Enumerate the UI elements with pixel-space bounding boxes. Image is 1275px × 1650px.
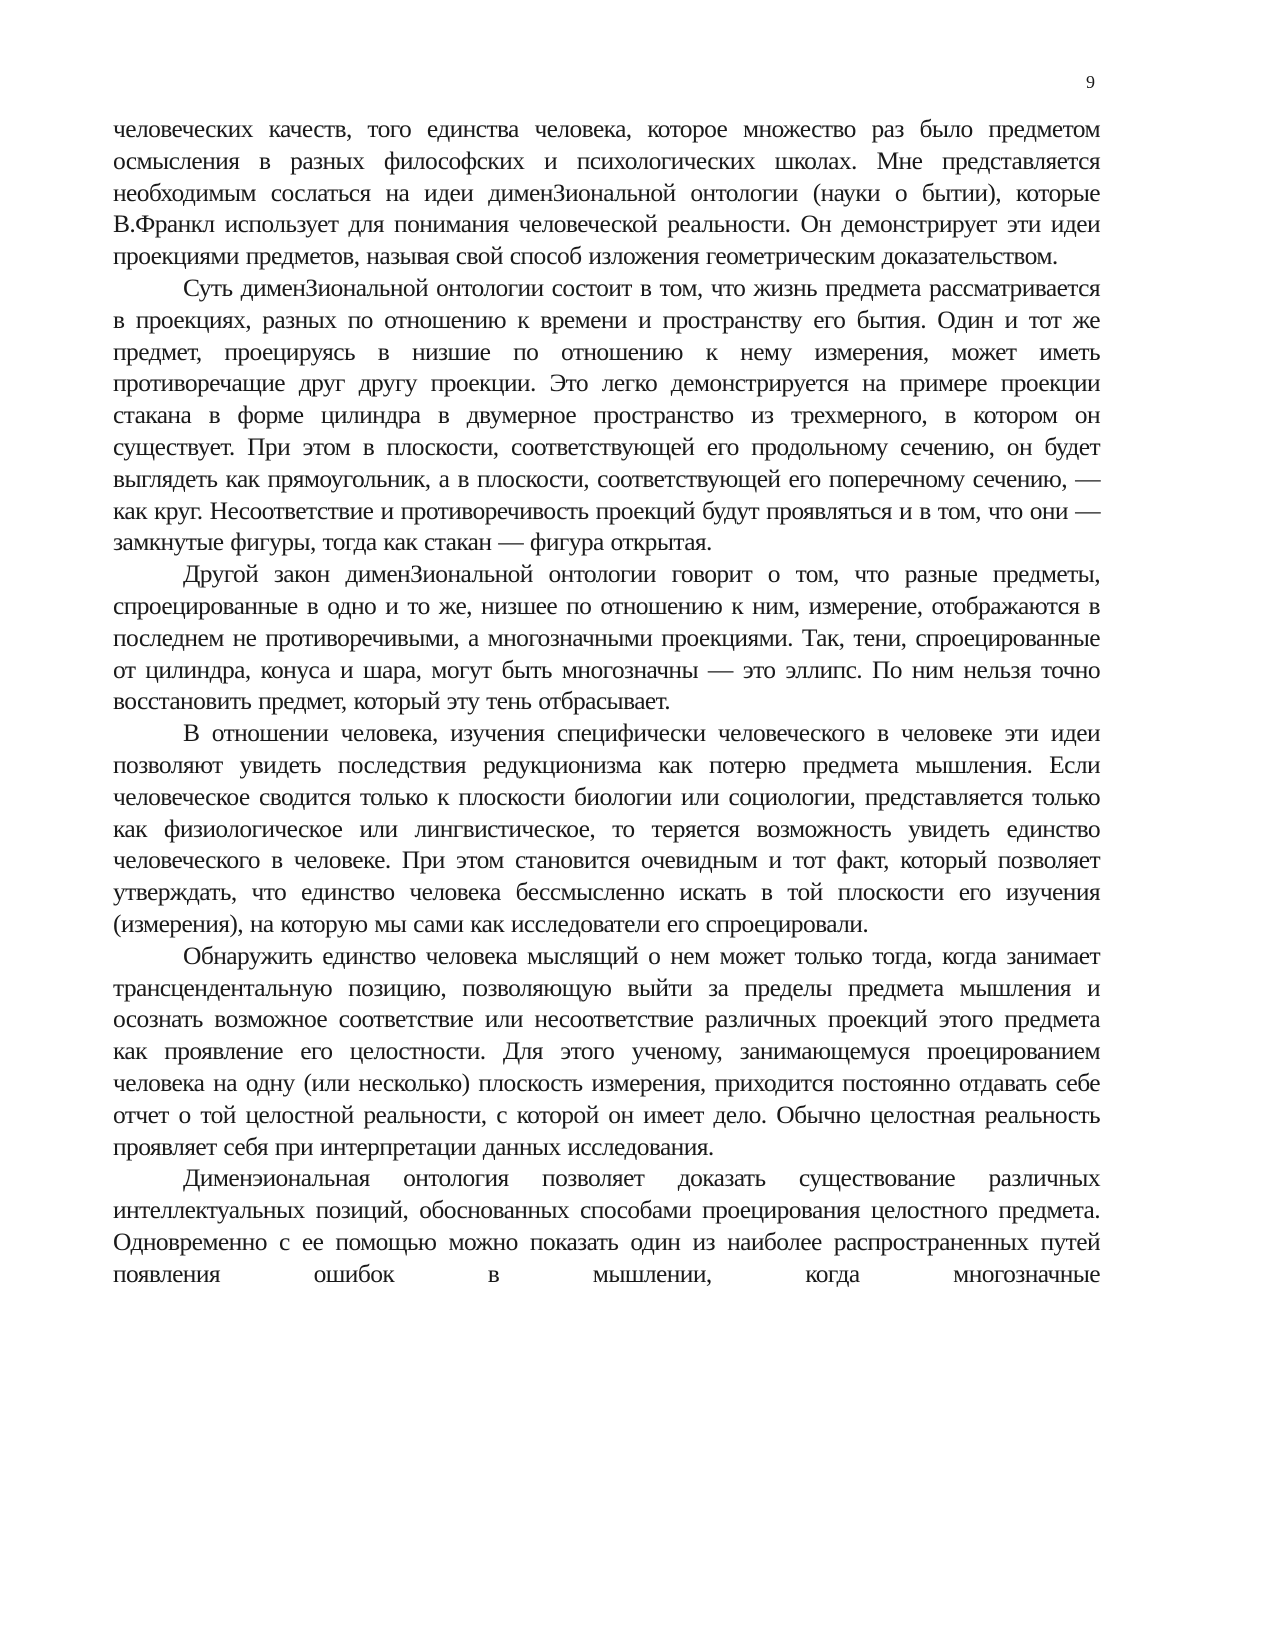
paragraph-1: человеческих качеств, того единства человека, которое множество раз было предметом осмысления в разных философских и психологических школах. Мне представляется необходимым сослаться на идеи дименЗиональной онтологии (науки о бытии), которые В.Франкл использует для понимания человеческой реальности. Он демонстрирует эти идеи проекциями предметов, называя свой способ изложения геометрическим доказательством. [113, 114, 1100, 271]
paragraph-4: В отношении человека, изучения специфически человеческого в человеке эти идеи позволяют увидеть последствия редукционизма как потерю предмета мышления. Если человеческое сводится только к плоскости биологии или социологии, представляется только как физиологическое или лингвистическое, то теряется возможность увидеть единство человеческого в человеке. При этом становится очевидным и тот факт, который позволяет утверждать, что единство человека бессмысленно искать в той плоскости его изучения (измерения), на которую мы сами как исследователи его спроецировали. [113, 718, 1100, 938]
paragraph-2: Суть дименЗиональной онтологии состоит в том, что жизнь предмета рассматривается в проекциях, разных по отношению к времени и пространству его бытия. Один и тот же предмет, проецируясь в низшие по отношению к нему измерения, может иметь противоречащие друг другу проекции. Это легко демонстрируется на примере проекции стакана в форме цилиндра в двумерное пространство из трехмерного, в котором он существует. При этом в плоскости, соответствующей его продольному сечению, он будет выглядеть как прямоугольник, а в плоскости, соответствующей его поперечному сечению, — как круг. Несоответствие и противоречивость проекций будут проявляться и в том, что они — замкнутые фигуры, тогда как стакан — фигура открытая. [113, 272, 1100, 557]
page-body [113, 113, 1100, 1289]
paragraph-6: Дименэиональная онтология позволяет доказать существование различных интеллектуальных позиций, обоснованных способами проецирования целостного предмета. Одновременно с ее помощью можно показать один из наиболее распространенных путей появления ошибок в мышлении, когда многозначные [113, 1163, 1100, 1288]
page-number: 9 [1086, 72, 1095, 92]
paragraph-3: Другой закон дименЗиональной онтологии говорит о том, что разные предметы, спроецированные в одно и то же, низшее по отношению к ним, измерение, отображаются в последнем не противоречивыми, а многозначными проекциями. Так, тени, спроецированные от цилиндра, конуса и шара, могут быть многозначны — это эллипс. По ним нельзя точно восстановить предмет, который эту тень отбрасывает. [113, 559, 1100, 716]
paragraph-5: Обнаружить единство человека мыслящий о нем может только тогда, когда занимает трансцендентальную позицию, позволяющую выйти за пределы предмета мышления и осознать возможное соответствие или несоответствие различных проекций этого предмета как проявление его целостности. Для этого ученому, занимающемуся проецированием человека на одну (или несколько) плоскость измерения, приходится постоянно отдавать себе отчет о той целостной реальности, с которой он имеет дело. Обычно целостная реальность проявляет себя при интерпретации данных исследования. [113, 940, 1100, 1161]
